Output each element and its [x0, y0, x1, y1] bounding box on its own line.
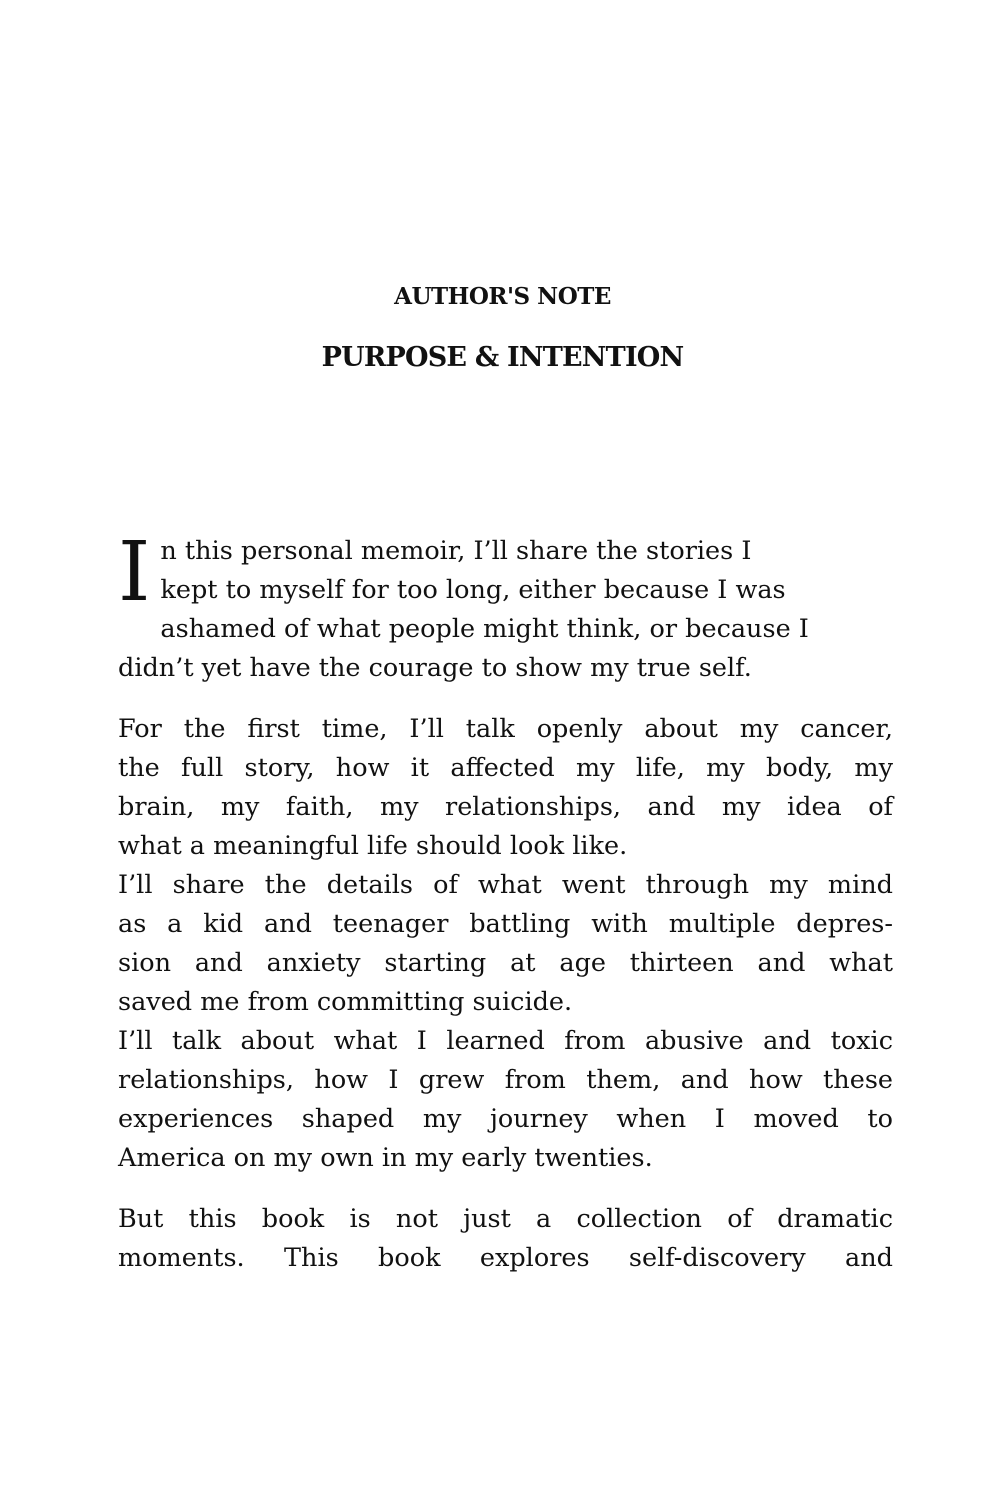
- text-line: sion and anxiety starting at age thirteen and what: [118, 948, 893, 978]
- text-line: For the first time, I’ll talk openly about my cancer,: [118, 714, 893, 744]
- drop-cap: I: [118, 525, 151, 620]
- body-text: [118, 525, 893, 1300]
- text-line: experiences shaped my journey when I moved to: [118, 1104, 893, 1134]
- paragraph: [118, 866, 893, 1022]
- text-line: kept to myself for too long, either because I was: [160, 575, 786, 605]
- text-line: ashamed of what people might think, or because I: [160, 614, 809, 644]
- text-line: But this book is not just a collection of dramatic: [118, 1204, 893, 1234]
- text-line: relationships, how I grew from them, and how these: [118, 1065, 893, 1095]
- text-line: what a meaningful life should look like.: [118, 831, 628, 861]
- text-line: didn’t yet have the courage to show my true self.: [118, 653, 752, 683]
- paragraph: [118, 710, 893, 866]
- text-line: n this personal memoir, I’ll share the stories I: [160, 536, 752, 566]
- paragraph: [118, 1200, 893, 1278]
- paragraph: [118, 1022, 893, 1178]
- text-line: I’ll share the details of what went through my mind: [118, 870, 893, 900]
- text-line: moments. This book explores self-discovery and: [118, 1243, 893, 1273]
- chapter-title: PURPOSE & INTENTION: [321, 342, 684, 373]
- text-line: saved me from committing suicide.: [118, 987, 573, 1017]
- section-label: AUTHOR'S NOTE: [394, 283, 611, 310]
- paragraph: [118, 525, 893, 688]
- text-line: I’ll talk about what I learned from abusive and toxic: [118, 1026, 893, 1056]
- text-line: brain, my faith, my relationships, and my idea of: [118, 792, 893, 822]
- text-line: the full story, how it affected my life, my body, my: [118, 753, 893, 783]
- text-line: as a kid and teenager battling with multiple depres-: [118, 909, 893, 939]
- text-line: America on my own in my early twenties.: [118, 1143, 653, 1173]
